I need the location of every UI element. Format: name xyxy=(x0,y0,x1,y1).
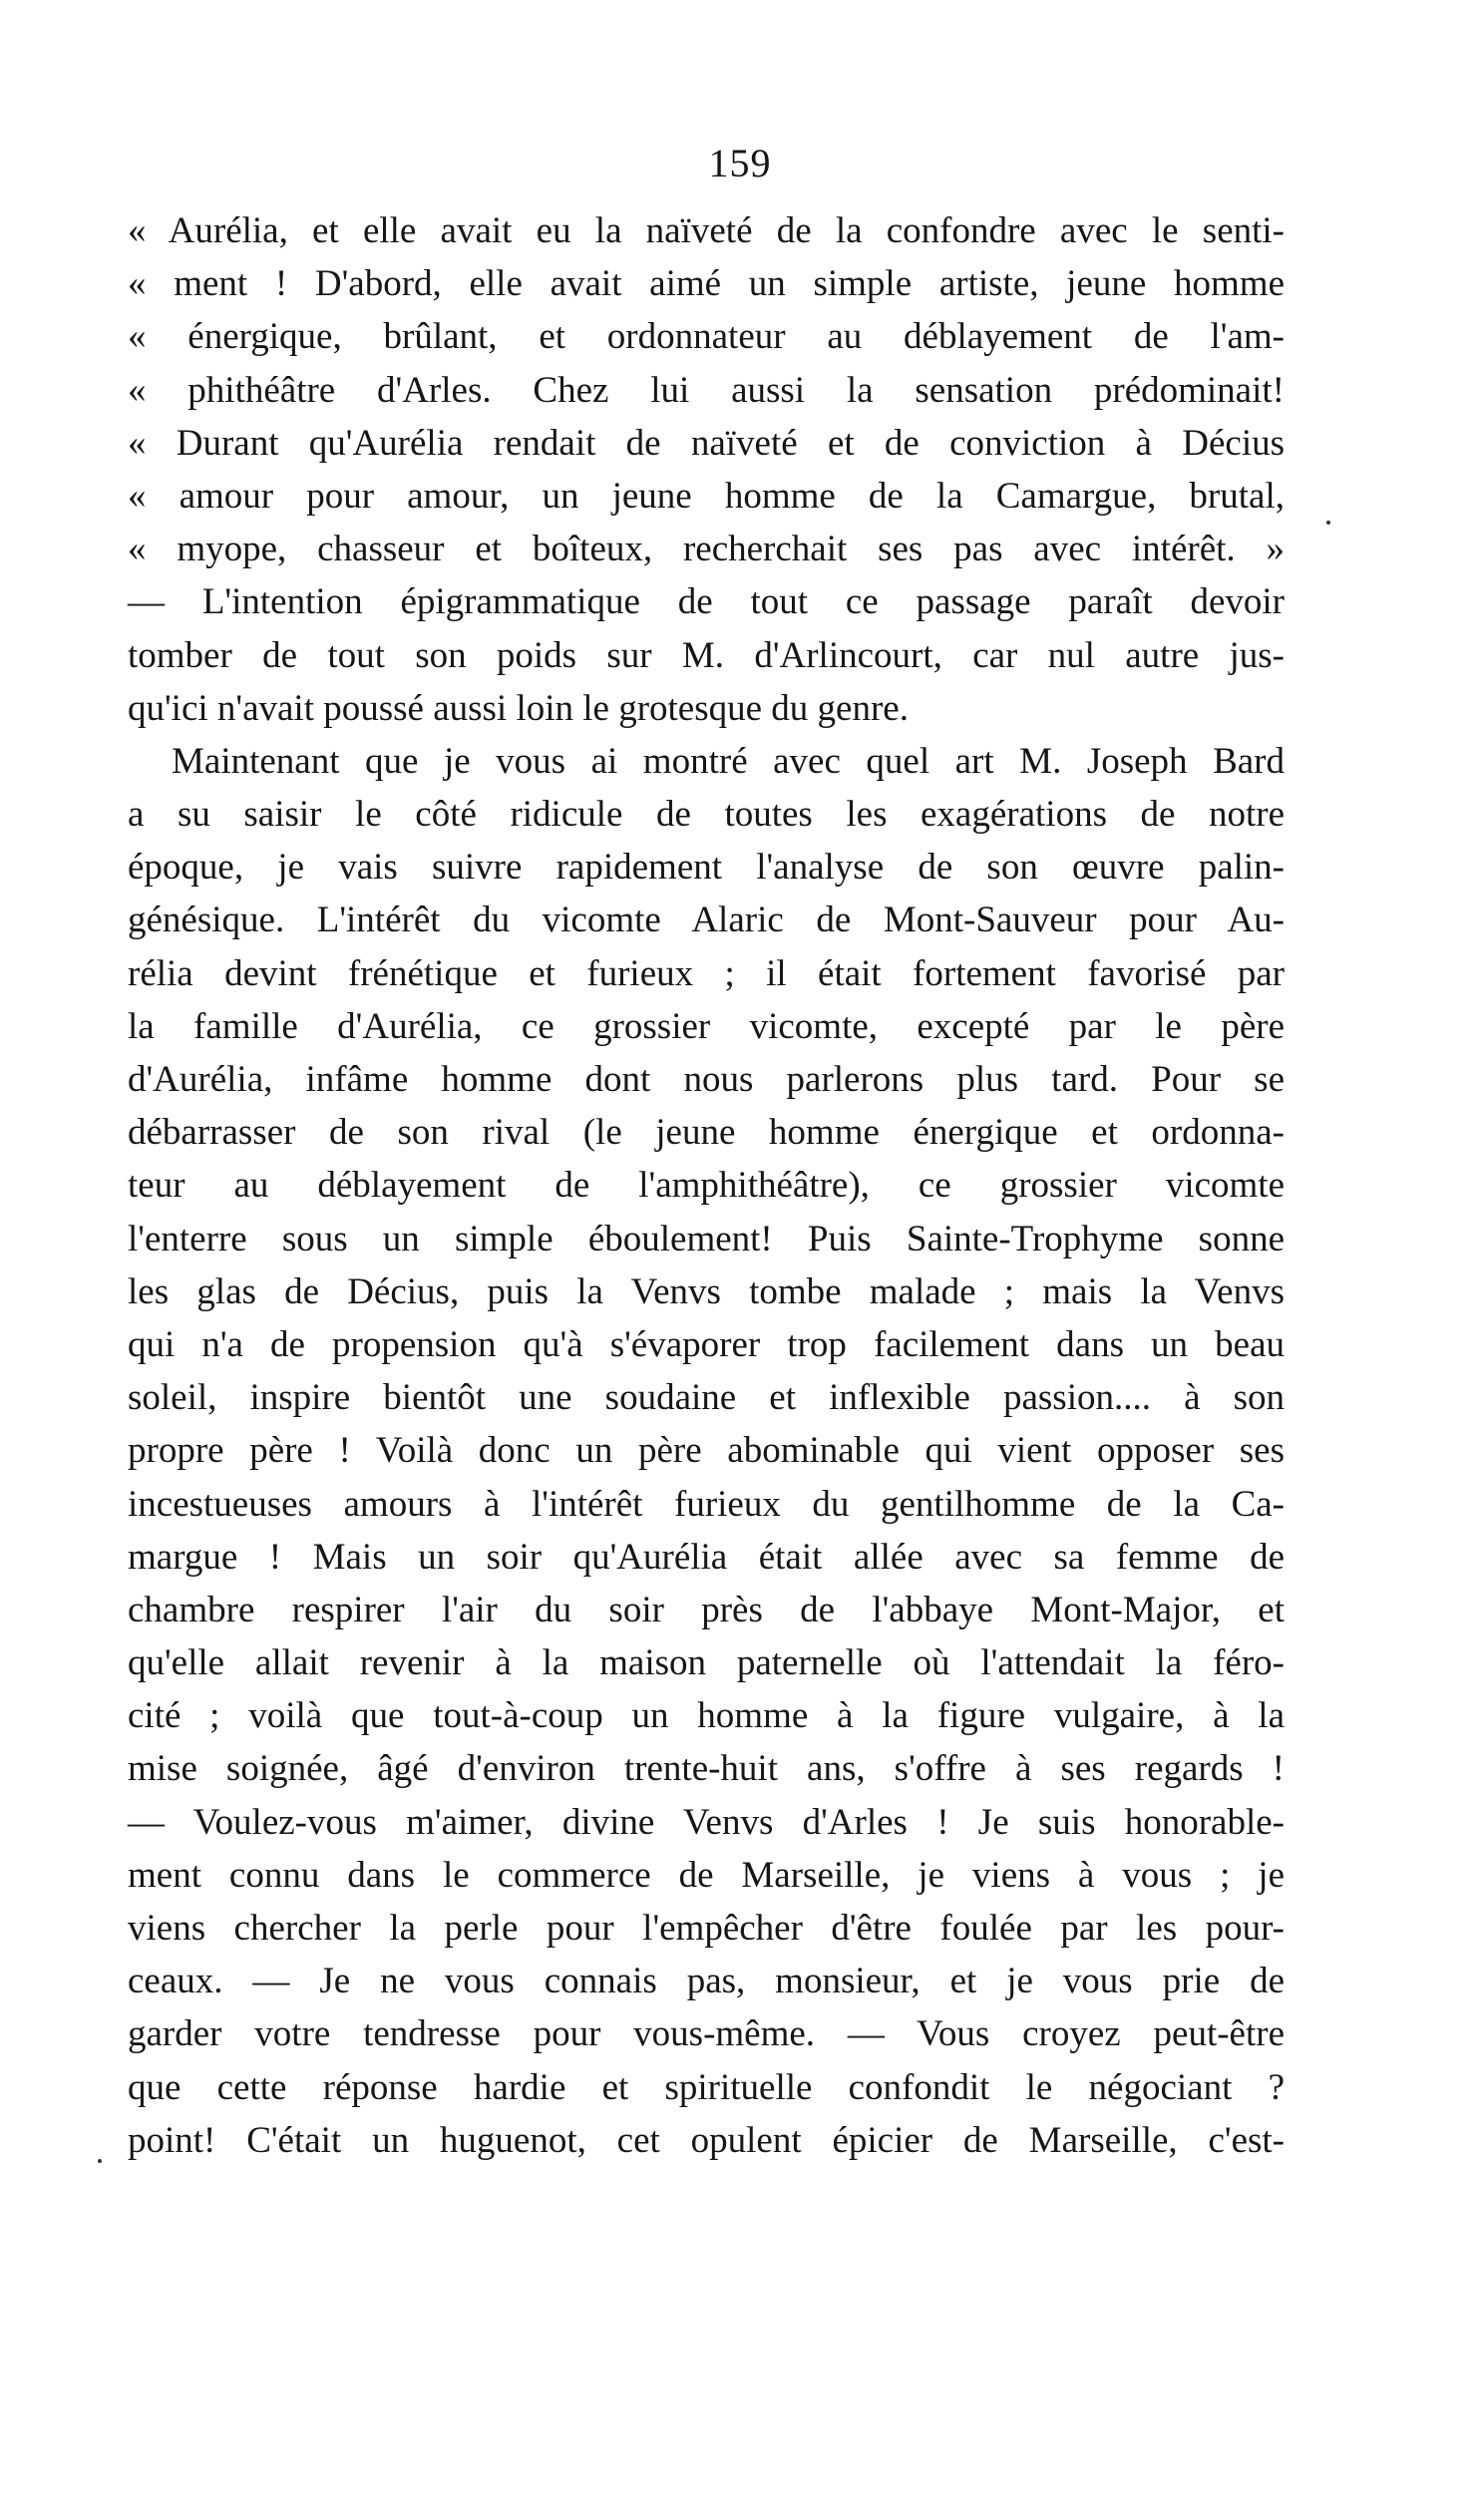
text-line: a su saisir le côté ridicule de toutes les exagérations de notre xyxy=(128,794,1285,836)
text-line: ment connu dans le commerce de Marseille, je viens à vous ; je xyxy=(128,1854,1285,1896)
text-line: tomber de tout son poids sur M. d'Arlincourt, car nul autre jus- xyxy=(128,634,1285,676)
text-line: chambre respirer l'air du soir près de l'abbaye Mont-Major, et xyxy=(128,1589,1285,1630)
text-line: — L'intention épigrammatique de tout ce passage paraît devoir xyxy=(128,581,1285,623)
text-line: la famille d'Aurélia, ce grossier vicomte, excepté par le père xyxy=(128,1005,1285,1047)
text-line: que cette réponse hardie et spirituelle confondit le négociant ? xyxy=(128,2066,1285,2108)
text-line: rélia devint frénétique et furieux ; il était fortement favorisé par xyxy=(128,952,1285,994)
text-line: propre père ! Voilà donc un père abominable qui vient opposer ses xyxy=(128,1430,1285,1472)
text-line: mise soignée, âgé d'environ trente-huit ans, s'offre à ses regards ! xyxy=(128,1748,1285,1790)
text-line: d'Aurélia, infâme homme dont nous parlerons plus tard. Pour se xyxy=(128,1059,1285,1100)
text-line: cité ; voilà que tout-à-coup un homme à la figure vulgaire, à la xyxy=(128,1695,1285,1737)
text-line: « phithéâtre d'Arles. Chez lui aussi la sensation prédominait! xyxy=(128,369,1285,411)
text-line: débarrasser de son rival (le jeune homme énergique et ordonna- xyxy=(128,1112,1285,1154)
text-line: qu'ici n'avait poussé aussi loin le grotesque du genre. xyxy=(128,687,909,729)
text-line: les glas de Décius, puis la Venvs tombe malade ; mais la Venvs xyxy=(128,1270,1285,1312)
page-number: 159 xyxy=(708,141,772,185)
text-line: garder votre tendresse pour vous-même. — Vous croyez peut-être xyxy=(128,2013,1285,2055)
text-line: « énergique, brûlant, et ordonnateur au déblayement de l'am- xyxy=(128,316,1285,358)
text-line: soleil, inspire bientôt une soudaine et inflexible passion.... à son xyxy=(128,1377,1285,1419)
text-line: génésique. L'intérêt du vicomte Alaric de Mont-Sauveur pour Au- xyxy=(128,900,1285,941)
text-line: teur au déblayement de l'amphithéâtre), ce grossier vicomte xyxy=(128,1165,1285,1207)
paper-speck xyxy=(1326,521,1330,525)
paper-speck xyxy=(98,2159,102,2163)
text-line: « myope, chasseur et boîteux, recherchait ses pas avec intérêt. » xyxy=(128,529,1285,570)
text-line: « ment ! D'abord, elle avait aimé un simple artiste, jeune homme xyxy=(128,263,1285,305)
text-line: qu'elle allait revenir à la maison paternelle où l'attendait la féro- xyxy=(128,1642,1285,1684)
text-line: qui n'a de propension qu'à s'évaporer trop facilement dans un beau xyxy=(128,1323,1285,1365)
text-line: « Durant qu'Aurélia rendait de naïveté et de conviction à Décius xyxy=(128,422,1285,464)
text-line: — Voulez-vous m'aimer, divine Venvs d'Arles ! Je suis honorable- xyxy=(128,1801,1285,1843)
text-line: incestueuses amours à l'intérêt furieux du gentilhomme de la Ca- xyxy=(128,1483,1285,1525)
text-line: point! C'était un huguenot, cet opulent épicier de Marseille, c'est- xyxy=(128,2119,1285,2161)
text-line: « amour pour amour, un jeune homme de la Camargue, brutal, xyxy=(128,475,1285,517)
text-line: viens chercher la perle pour l'empêcher d'être foulée par les pour- xyxy=(128,1908,1285,1949)
body-text xyxy=(128,204,1285,2167)
text-line: « Aurélia, et elle avait eu la naïveté de la confondre avec le senti- xyxy=(128,210,1285,251)
text-line: époque, je vais suivre rapidement l'analyse de son œuvre palin- xyxy=(128,847,1285,889)
text-line: l'enterre sous un simple éboulement! Puis Sainte-Trophyme sonne xyxy=(128,1218,1285,1260)
text-line: Maintenant que je vous ai montré avec quel art M. Joseph Bard xyxy=(172,740,1285,782)
text-line: margue ! Mais un soir qu'Aurélia était allée avec sa femme de xyxy=(128,1536,1285,1578)
text-line: ceaux. — Je ne vous connais pas, monsieur, et je vous prie de xyxy=(128,1961,1285,2002)
